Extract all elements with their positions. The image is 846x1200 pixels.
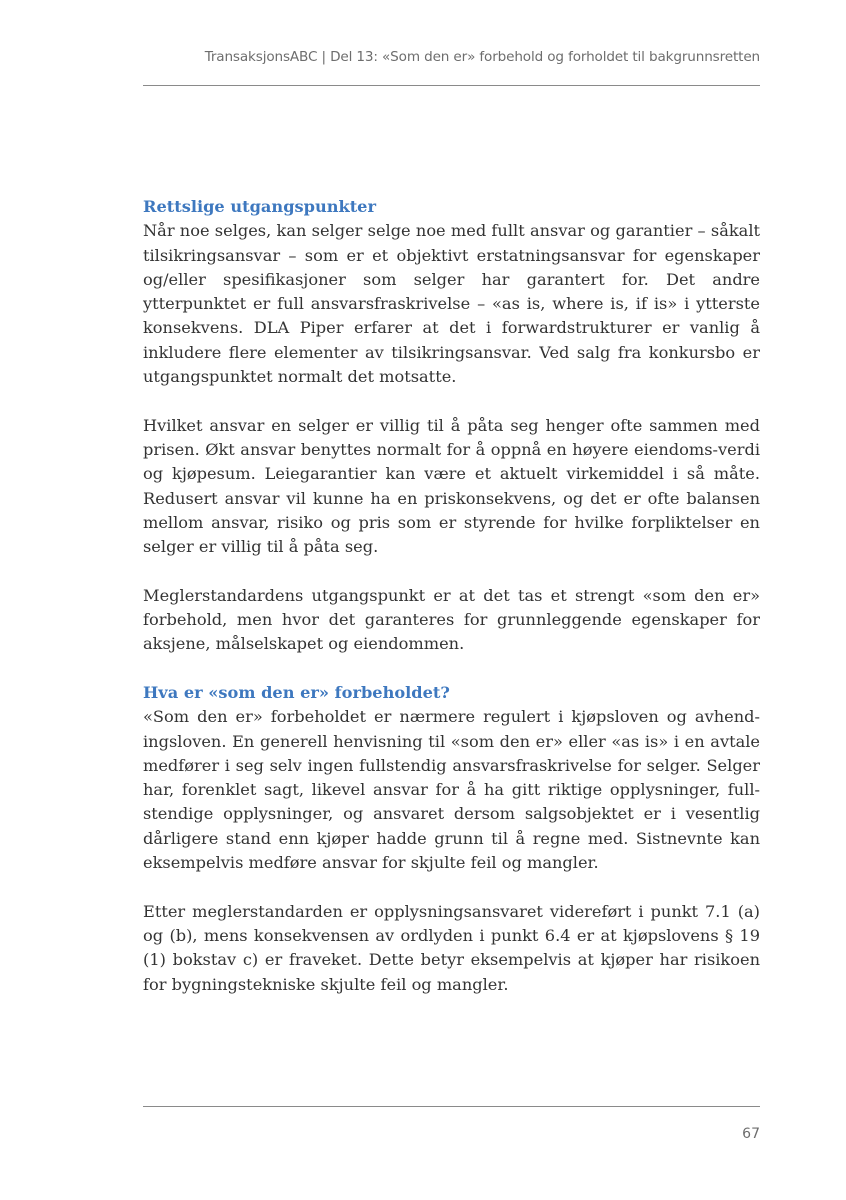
document-body xyxy=(143,195,760,1021)
body-paragraph: «Som den er» forbeholdet er nærmere regulert i kjøpsloven og avhend-​ingsloven. En generell henvisning til «som den er» eller «as is» i en avtale medfører i seg selv ingen fullstendig ansvarsfraskrivelse for selger. Selger har, forenklet sagt, likevel ansvar for å ha gitt riktige opplysninger, full-​stendige opplysninger, og ansvaret dersom salgsobjektet er i vesentlig dårligere stand enn kjøper hadde grunn til å regne med. Sistnevnte kan eksempelvis medføre ansvar for skjulte feil og mangler. xyxy=(143,707,760,873)
body-paragraph: Etter meglerstandarden er opplysningsansvaret videreført i punkt 7.1 (a) og (b), mens konsekvensen av ordlyden i punkt 6.4 er at kjøpslovens § 19 (1) bokstav c) er fraveket. Dette betyr eksempelvis at kjøper har risikoen for bygningstekniske skjulte feil og mangler. xyxy=(143,901,760,994)
footer-divider xyxy=(143,1106,760,1107)
section-as-is-reservation xyxy=(143,681,760,997)
body-paragraph: Meglerstandardens utgangspunkt er at det tas et strengt «som den er» forbehold, men hvor det garanteres for grunnleggende egenskaper for aksjene, målselskapet og eiendommen. xyxy=(143,585,760,654)
running-header: TransaksjonsABC | Del 13: «Som den er» forbehold og forholdet til bakgrunnsretten xyxy=(204,49,760,65)
section-legal-starting-points xyxy=(143,195,760,657)
header-divider xyxy=(143,85,760,86)
body-paragraph: Hvilket ansvar en selger er villig til å påta seg henger ofte sammen med prisen. Økt ansvar benyttes normalt for å oppnå en høyere eiendoms-​verdi og kjøpesum. Leiegarantier kan være et aktuelt virkemiddel i så måte. Redusert ansvar vil kunne ha en priskonsekvens, og det er ofte balansen mellom ansvar, risiko og pris som er styrende for hvilke forpliktelser en selger er villig til å påta seg. xyxy=(143,415,760,557)
page-number: 67 xyxy=(742,1126,760,1142)
section-heading: Rettslige utgangspunkter xyxy=(143,197,377,216)
section-heading: Hva er «som den er» forbeholdet? xyxy=(143,682,450,702)
body-paragraph: Når noe selges, kan selger selge noe med fullt ansvar og garantier – såkalt tilsikringsansvar – som er et objektivt erstatningsansvar for egenskaper og/​eller spesifikasjoner som selger har garantert for. Det andre ytterpunktet er full ansvarsfraskrivelse – «as is, where is, if is» i ytterste konsekvens. DLA Piper erfarer at det i forwardstrukturer er vanlig å inkludere flere elementer av tilsikringsansvar. Ved salg fra konkursbo er utgangspunktet normalt det motsatte. xyxy=(143,221,760,387)
